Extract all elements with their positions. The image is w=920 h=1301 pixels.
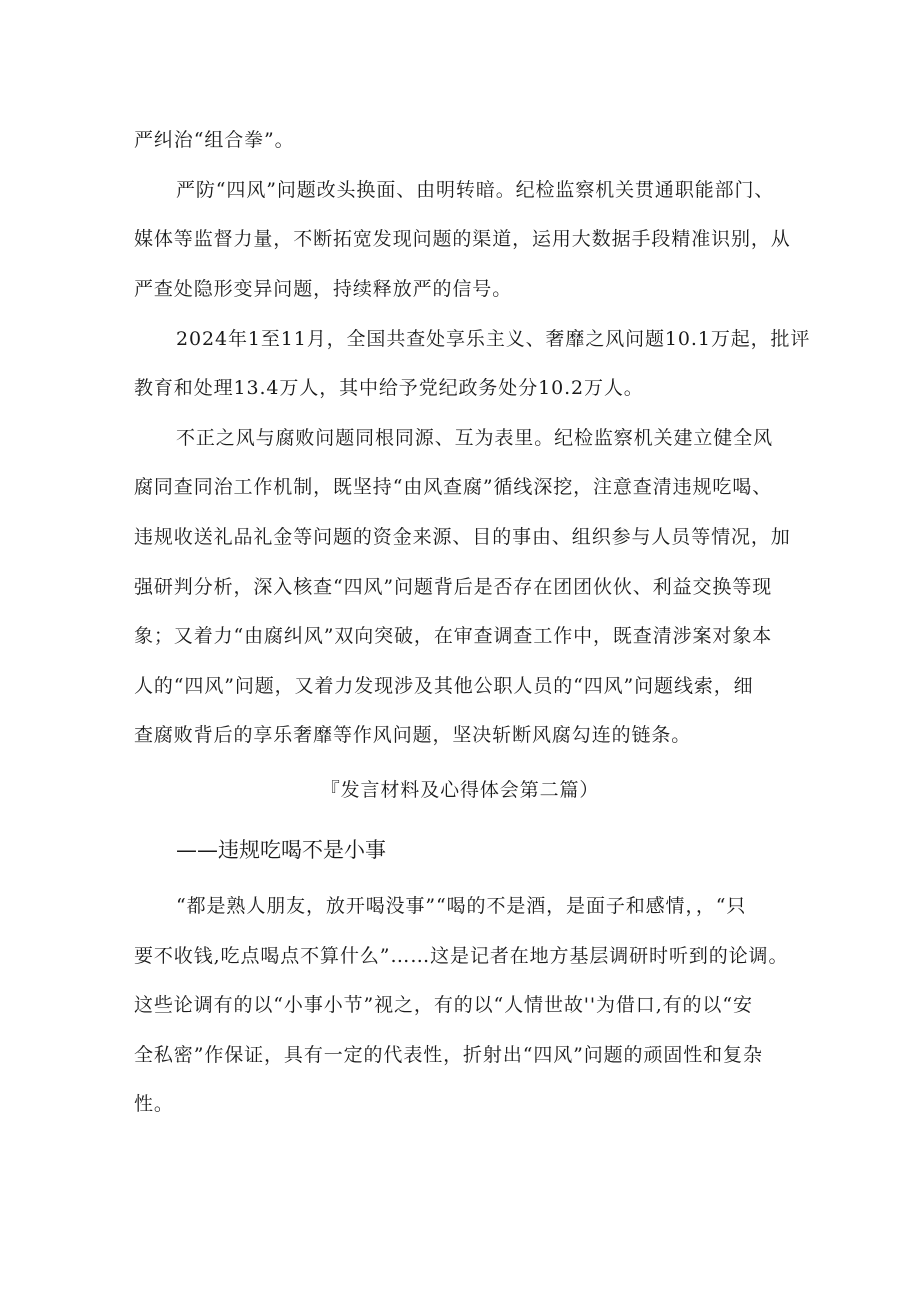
text-line: 教育和处理13.4万人，其中给予党纪政务处分10.2万人。 (134, 377, 644, 399)
text-line: 强研判分析，深入核查“四风”问题背后是否存在团团伙伙、利益交换等现 (134, 576, 773, 598)
text-line: 全私密”作保证，具有一定的代表性，折射出“四风”问题的顽固性和复杂 (134, 1044, 763, 1066)
paragraph-first-line: 不正之风与腐败问题同根同源、互为表里。纪检监察机关建立健全风 (176, 427, 774, 449)
paragraph-first-line: 严防“四风”问题改头换面、由明转暗。纪检监察机关贯通职能部门、 (176, 179, 775, 201)
text-line: 查腐败背后的享乐奢靡等作风问题，坚决斩断风腐勾连的链条。 (134, 724, 692, 746)
text-line: 象；又着力“由腐纠风”双向突破，在审查调查工作中，既查清涉案对象本 (134, 625, 773, 647)
paragraph-first-line: 2024年1至11月，全国共查处享乐主义、奢靡之风问题10.1万起，批评 (176, 328, 811, 350)
text-line: 这些论调有的以“小事小节”视之，有的以“人情世故''为借口,有的以“安 (134, 994, 753, 1016)
text-line: 人的“四风”问题，又着力发现涉及其他公职人员的“四风”问题线索，细 (134, 675, 754, 697)
article-subtitle: ——违规吃喝不是小事 (176, 838, 386, 862)
text-line: 严纠治“组合拳”。 (134, 129, 295, 151)
paragraph-first-line: “都是熟人朋友，放开喝没事”“喝的不是酒，是面子和感情，，“只 (176, 895, 747, 917)
text-line: 要不收钱,吃点喝点不算什么”……这是记者在地方基层调研时听到的论调。 (134, 945, 789, 967)
text-line: 媒体等监督力量，不断拓宽发现问题的渠道，运用大数据手段精准识别，从 (134, 228, 791, 250)
text-line: 性。 (134, 1093, 174, 1115)
text-line: 腐同查同治工作机制，既坚持“由风查腐”循线深挖，注意查清违规吃喝、 (134, 476, 773, 498)
text-line: 严查处隐形变异问题，持续释放严的信号。 (134, 278, 513, 300)
section-heading: 『发言材料及心得体会第二篇） (320, 779, 600, 801)
text-line: 违规收送礼品礼金等问题的资金来源、目的事由、组织参与人员等情况，加 (134, 526, 791, 548)
